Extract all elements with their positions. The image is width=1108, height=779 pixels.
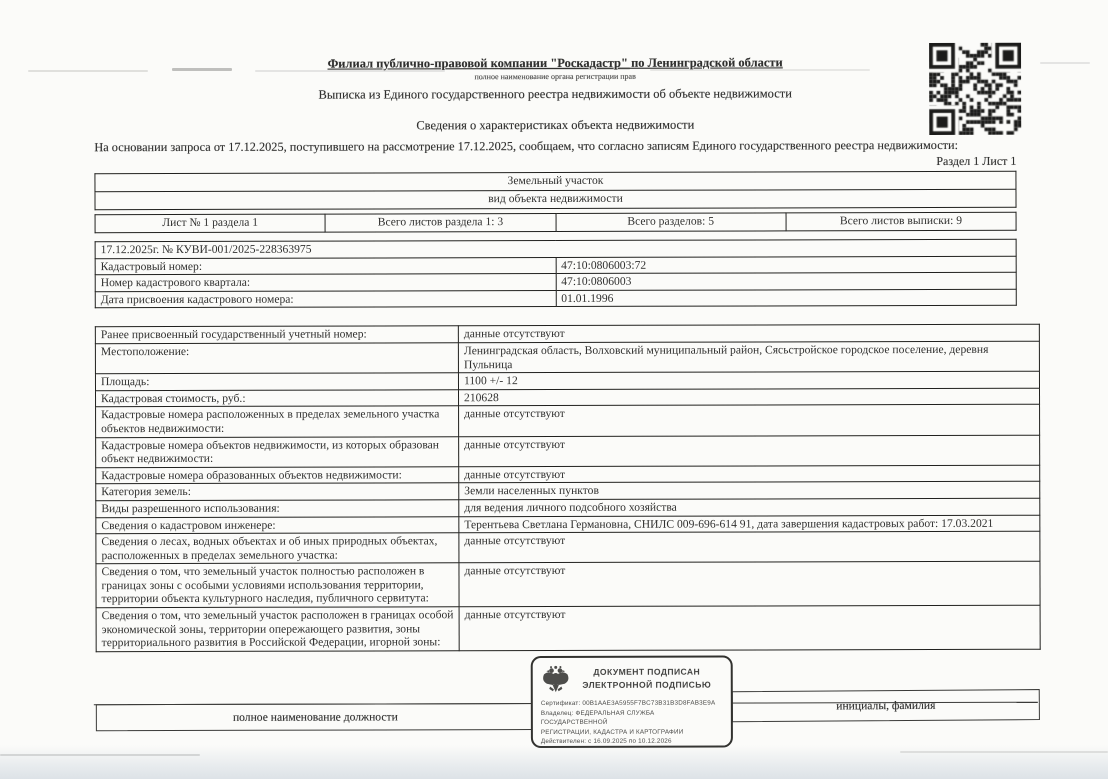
table-row [96, 562, 1040, 608]
row-label: Сведения о том, что земельный участок полностью расположен в границах зоны с особыми условиями использования территории, территории объекта культурного наследия, публичного сервитута: [96, 563, 459, 608]
document-title: Выписка из Единого государственного реестра недвижимости об объекте недвижимости [318, 86, 792, 102]
object-type-table [94, 171, 1016, 210]
stamp-certificate: Сертификат: 00B1AAE3A5955F7BC73B31B3D8FAB3E9A [540, 699, 716, 708]
document-header [94, 55, 1016, 103]
sections-total-cell: Всего разделов: 5 [556, 213, 786, 232]
cadastral-number-value: 47:10:0806003:72 [556, 256, 1017, 274]
table-row [95, 341, 1039, 374]
row-label: Ранее присвоенный государственный учетный номер: [95, 326, 458, 344]
row-value: данные отсутствуют [459, 465, 1040, 483]
object-type-caption: вид объекта недвижимости [95, 189, 1016, 209]
object-details-table [95, 324, 1041, 652]
row-value: данные отсутствуют [459, 435, 1040, 467]
row-value: данные отсутствуют [459, 562, 1040, 607]
section-sheet-label: Раздел 1 Лист 1 [936, 153, 1017, 168]
request-number: 17.12.2025г. № КУВИ-001/2025-228363975 [95, 239, 1016, 258]
qr-code [929, 43, 1021, 135]
request-number-table [95, 239, 1017, 309]
row-value: для ведения личного подсобного хозяйства [459, 498, 1040, 516]
stamp-owner-line1: Владелец: ФЕДЕРАЛЬНАЯ СЛУЖБА ГОСУДАРСТВЕННОЙ [540, 709, 655, 727]
stamp-owner-line2: РЕГИСТРАЦИИ, КАДАСТРА И КАРТОГРАФИИ [540, 728, 684, 736]
row-label: Кадастровые номера расположенных в пределах земельного участка объектов недвижимости: [96, 406, 459, 437]
table-row [96, 531, 1040, 564]
tables-area [94, 171, 1017, 652]
table-row [96, 435, 1040, 468]
row-label: Кадастровые номера образованных объектов недвижимости: [96, 466, 459, 484]
row-value: данные отсутствуют [459, 531, 1040, 563]
stamp-validity: Действителен: с 16.09.2025 по 10.12.2026 [540, 737, 672, 746]
signature-position-cell: полное наименование должности [96, 703, 535, 731]
cadastral-quarter-value: 47:10:0806003 [556, 272, 1017, 290]
row-value: Терентьева Светлана Германовна, СНИЛС 009-696-614 91, дата завершения кадастровых работ: 17.03.2021 [459, 515, 1040, 533]
row-value: данные отсутствуют [459, 405, 1040, 437]
table-row [96, 605, 1040, 651]
stamp-line2: ЭЛЕКТРОННОЙ ПОДПИСЬЮ [582, 679, 712, 690]
sheets-summary-table [95, 212, 1017, 233]
request-intro-line: На основании запроса от 17.12.2025, поступившего на рассмотрение 17.12.2025, сообщаем, что согласно записям Единого государственного реестра недвижимости: [94, 137, 959, 155]
sheet-number-cell: Лист № 1 раздела 1 [95, 214, 325, 233]
signature-initials-cell: инициалы, фамилия [732, 689, 1040, 722]
registration-authority-caption: полное наименование органа регистрации прав [474, 71, 636, 82]
row-value: 1100 +/- 12 [458, 371, 1039, 389]
row-label: Номер кадастрового квартала: [95, 274, 556, 292]
row-label: Кадастровый номер: [95, 257, 556, 275]
row-label: Сведения о кадастровом инженере: [96, 516, 459, 534]
electronic-signature-stamp [531, 656, 733, 749]
assignment-date-value: 01.01.1996 [556, 289, 1017, 307]
coat-of-arms-eagle-icon [541, 664, 571, 696]
row-value: данные отсутствуют [458, 325, 1039, 343]
table-row [96, 405, 1040, 438]
section-sheets-total-cell: Всего листов раздела 1: 3 [325, 213, 555, 232]
row-value: 210628 [458, 388, 1039, 406]
registration-authority-name: Филиал публично-правовой компании "Роскадастр" по Ленинградской области [327, 55, 783, 71]
stamp-line1: ДОКУМЕНТ ПОДПИСАН [593, 666, 701, 677]
row-label: Сведения о том, что земельный участок расположен в границах особой экономической зоны, территории опережающего развития, зоны территориального развития в Российской Федерации, игорной зоны: [96, 607, 459, 652]
row-label: Местоположение: [95, 343, 458, 374]
row-label: Кадастровые номера объектов недвижимости, из которых образован объект недвижимости: [96, 436, 459, 467]
extract-sheets-total-cell: Всего листов выписки: 9 [786, 212, 1016, 231]
document-subtitle: Сведения о характеристиках объекта недвижимости [416, 117, 695, 133]
row-label: Сведения о лесах, водных объектах и об иных природных объектах, расположенных в пределах земельного участка: [96, 533, 459, 564]
row-value: Ленинградская область, Волховский муниципальный район, Сясьстройское городское поселение, деревня Пульница [458, 341, 1039, 373]
row-value: данные отсутствуют [459, 605, 1040, 650]
row-label: Дата присвоения кадастрового номера: [95, 290, 556, 308]
row-label: Категория земель: [96, 483, 459, 501]
row-label: Площадь: [95, 373, 458, 391]
row-value: Земли населенных пунктов [459, 482, 1040, 500]
row-label: Кадастровая стоимость, руб.: [96, 390, 459, 408]
row-label: Виды разрешенного использования: [96, 500, 459, 518]
object-type-value: Земельный участок [95, 171, 1016, 191]
